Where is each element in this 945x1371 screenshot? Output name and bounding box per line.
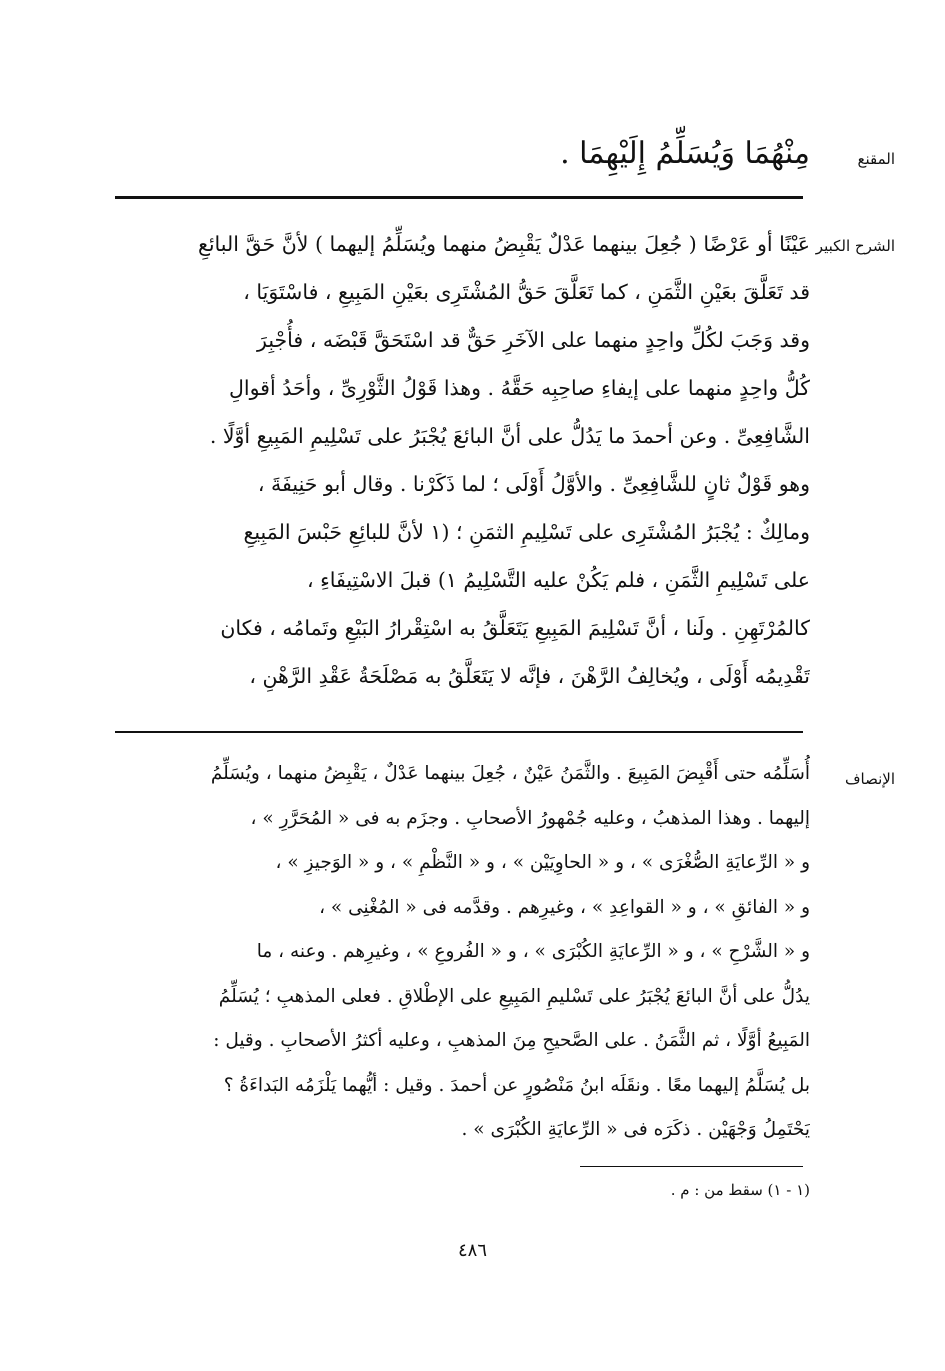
sharh-line: الشَّافِعِىِّ . وعن أحمدَ ما يَدُلُّ على أنَّ البائعَ يُجْبَرُ على تَسْلِيمِ المَبِيعِ أوَّلًا .	[209, 424, 810, 448]
sharh-line: على تَسْلِيمِ الثَّمَنِ ، فلم يَكُنْ عليه التَّسْلِيمُ ١) قبلَ الاسْتِيفَاءِ ،	[306, 568, 810, 592]
sharh-line: كُلُّ واحِدٍ منهما على إيفاءِ صاحِبِه حَقَّهُ . وهذا قَوْلُ الثَّوْرِىِّ ، وأحَدُ أقوالِ	[229, 376, 810, 400]
muqni-text: مِنْهُمَا وَيُسَلِّمُ إِلَيْهِمَا .	[560, 136, 810, 171]
sharh-line: تَقْدِيمُه أَوْلَى ، ويُخالِفُ الرَّهْنَ ، فإنَّه لا يَتَعَلَّقُ به مَصْلَحَةُ عَقْدِ الرَّهْنِ ،	[249, 664, 810, 688]
insaf-line: إليهما . وهذا المذهبُ ، وعليه جُمْهورُ الأصحابِ . وجزَم به فى « المُحَرَّرِ » ،	[250, 807, 810, 829]
sharh-line: كالمُرْتَهِنِ . ولَنا ، أنَّ تَسْلِيمَ المَبِيعِ يَتَعَلَّقُ به اسْتِقْرارُ البَيْعِ وتَمامُه ، فكان	[220, 616, 810, 640]
middle-divider	[115, 731, 803, 733]
sharh-line: عَيْنًا أو عَرْضًا ( جُعِلَ بينهما عَدْلٌ يَقْبِضُ منهما ويُسَلِّمُ إليهما ) لأنَّ حَقَّ البائعِ	[197, 232, 810, 256]
footnote-divider	[580, 1166, 803, 1167]
label-sharh: الشرح الكبير	[815, 237, 895, 255]
insaf-line: بل يُسَلَّمُ إليهما معًا . ونقَلَه ابنُ مَنْصُورٍ عن أحمدَ . وقيل : أيُّهما يَلْزَمُه البَداءَةُ ؟	[223, 1074, 810, 1096]
insaf-line: يدُلُّ على أنَّ البائعَ يُجْبَرُ على تَسْليمِ المَبِيعِ على الإطْلاقِ . فعلى المذهبِ ؛ يُسَلِّمُ	[218, 985, 810, 1007]
sharh-line: قد تَعَلَّقَ بعَيْنِ الثَّمَنِ ، كما تَعَلَّقَ حَقُّ المُشْتَرِى بعَيْنِ المَبِيعِ ، فاسْتَوَيَا ،	[243, 280, 810, 304]
insaf-line: يَحْتَمِلُ وَجْهَيْن . ذكَرَه فى « الرِّعايَةِ الكُبْرَى » .	[461, 1119, 810, 1140]
label-muqni: المقنع	[857, 150, 895, 168]
sharh-line: ومالِكٌ : يُجْبَرُ المُشْتَرِى على تَسْلِيمِ الثمَنِ ؛ (١ لأنَّ للبائِعِ حَبْسَ المَبِيعِ	[243, 520, 810, 544]
footnote: (١ - ١) سقط من : م .	[670, 1181, 810, 1199]
insaf-line: و « الفائقِ » ، و « القواعِدِ » ، وغيرِهم . وقدَّمه فى « المُغْنِى » ،	[319, 896, 810, 918]
insaf-line: المَبِيعُ أوَّلًا ، ثم الثَّمَنُ . على الصَّحيحِ مِنَ المذهبِ ، وعليه أكثرُ الأصحابِ . وقيل :	[213, 1030, 810, 1051]
insaf-line: أُسَلِّمُه حتى أَقْبِضَ المَبِيعَ . والثَّمَنُ عَيْنٌ ، جُعِلَ بينهما عَدْلٌ ، يَقْبِضُ منهما ، ويُسَلِّمُ	[210, 763, 810, 784]
sharh-line: وهو قَوْلٌ ثانٍ للشَّافِعِىِّ . والأوَّلُ أَوْلَى ؛ لما ذَكَرْنا . وقال أبو حَنِيفَةَ ،	[257, 472, 810, 496]
sharh-section	[115, 220, 810, 700]
top-divider	[115, 196, 803, 199]
page-number: ٤٨٦	[457, 1240, 487, 1261]
insaf-line: و « الشَّرْحِ » ، و « الرِّعايَةِ الكُبْرَى » ، و « الفُروعِ » ، وغيرِهم . وعنه ، ما	[256, 941, 810, 962]
insaf-line: و « الرِّعايَةِ الصُّغْرَى » ، و « الحاوِيَيْن » ، و « النَّظْمِ » ، و « الوَجيزِ » ،	[275, 852, 810, 873]
sharh-line: وقد وَجَبَ لكُلِّ واحِدٍ منهما على الآخَرِ حَقٌّ قد اسْتَحَقَّ قَبْضَه ، فأُجْبِرَ	[257, 328, 810, 352]
label-insaf: الإنصاف	[844, 770, 895, 788]
insaf-section	[115, 752, 810, 1153]
